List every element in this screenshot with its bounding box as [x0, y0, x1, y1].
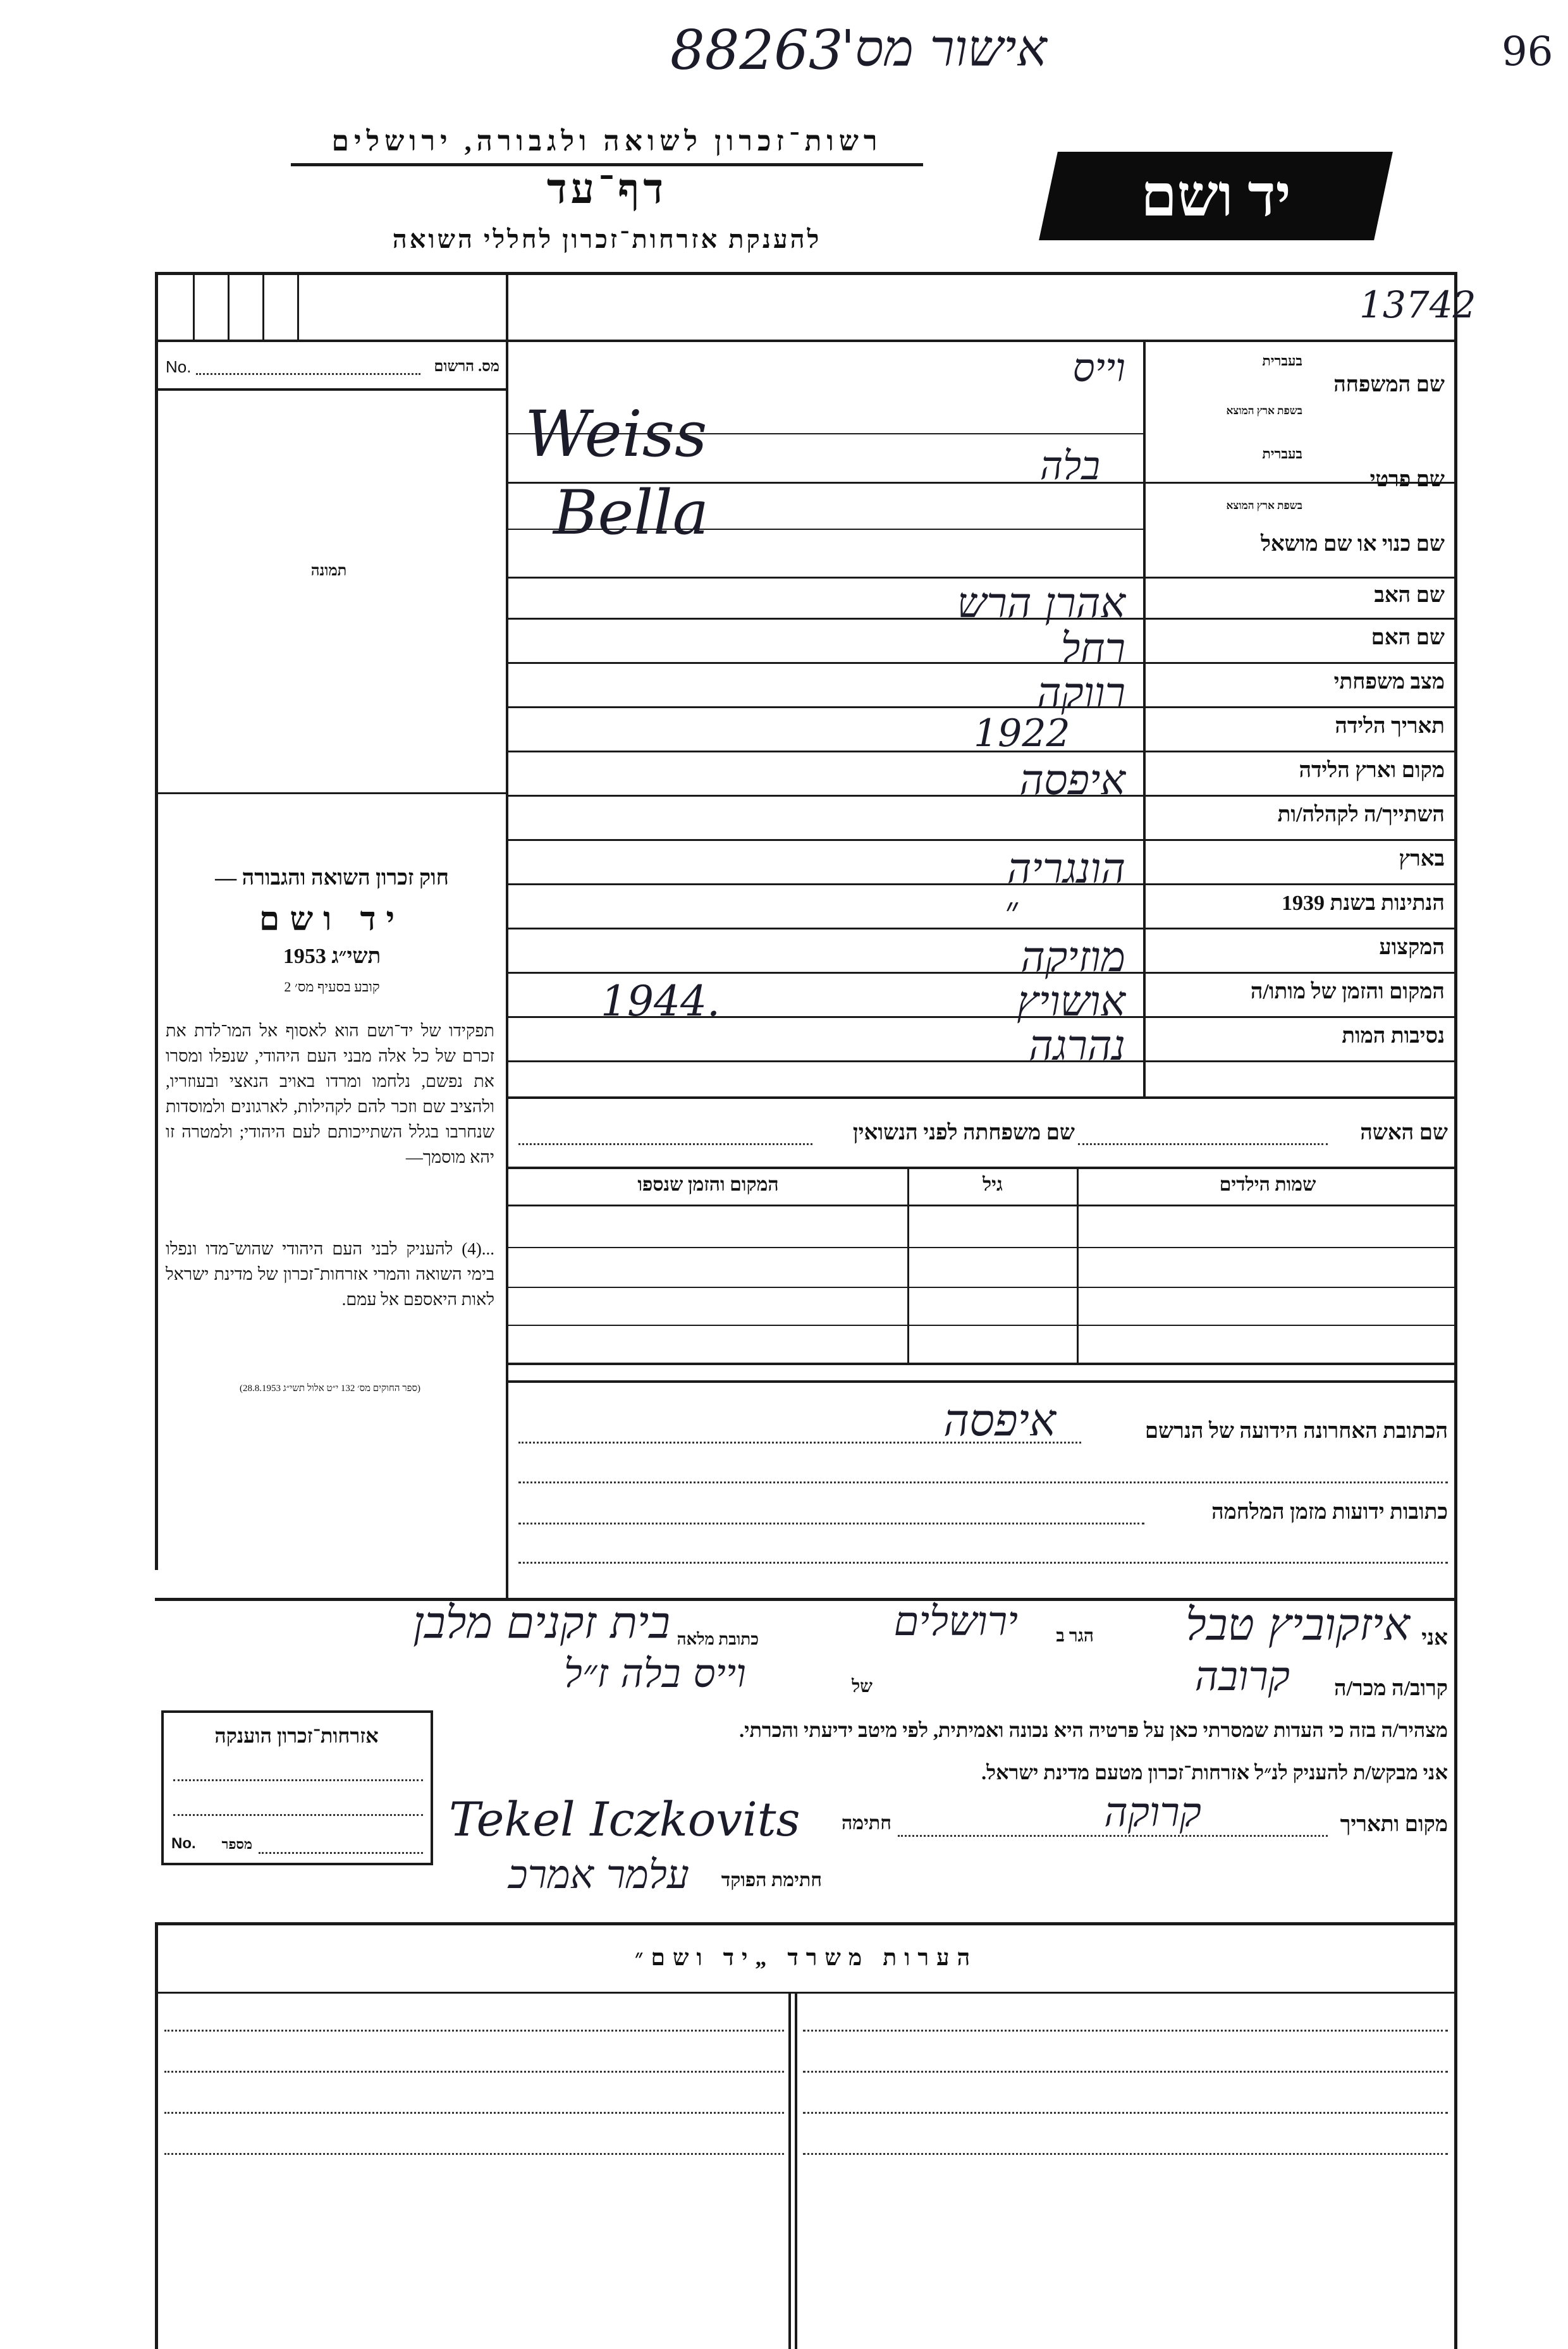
field-value-firstname-latin: Bella [553, 477, 709, 548]
notes-header-bottom [155, 1992, 1457, 1994]
children-col-1 [907, 1167, 909, 1363]
form-subtitle: להענקת אזרחות־זכרון לחללי השואה [392, 225, 822, 254]
cell-v4 [297, 272, 299, 340]
reg-no-dots [196, 373, 420, 375]
field-sub-hebrew: בעברית [1262, 446, 1302, 462]
war-address-dots [518, 1523, 1144, 1524]
last-address-label: הכתובת האחרונה הידועה של הנרשם [1144, 1420, 1448, 1443]
grant-dots-1 [173, 1779, 423, 1781]
frame-right [1454, 272, 1457, 2349]
left-col-divider [506, 272, 508, 1598]
row-sep [506, 1096, 1457, 1099]
notes-dots [803, 2153, 1448, 2155]
field-value-birthplace: איפסה [1019, 756, 1125, 804]
children-row-sep [506, 1287, 1457, 1288]
reg-no-line [155, 388, 508, 391]
grant-no-he: מספר [221, 1836, 252, 1852]
children-row-sep [506, 1247, 1457, 1248]
spouse-maiden-dots [518, 1143, 812, 1145]
spouse-row-bottom [506, 1167, 1457, 1169]
field-value-birthdate: 1922 [974, 711, 1070, 756]
grant-no-dots [259, 1852, 423, 1854]
field-label-birthdate: תאריך הלידה [1335, 715, 1445, 738]
law-text-1: תפקידו של יד־ושם הוא לאסוף אל המו־לדת את זכרם של כל אלה מבני העם היהודי, שנפלו ומסרו את נפשם, נלחמו ומרדו באויב הנאצי ובעוזריו, ולהציב שם וזכר להם לקהילות, לארגונים ולמוסדות שנחרבו בגלל השתייכותם לעם היהודי; ולמטרה זו יהא מוסמך— [166, 1021, 494, 1167]
field-label-nickname: שם כנוי או שם מושאל [1260, 532, 1445, 556]
children-table-bottom [506, 1363, 1457, 1365]
field-label-profession: המקצוע [1379, 936, 1445, 959]
field-label-country: בארץ [1399, 847, 1445, 871]
logo-text: יד ושם [1141, 164, 1291, 228]
field-value-citizenship: ״ [1005, 888, 1020, 933]
declarant-lives-in: הגר ב [1056, 1626, 1094, 1646]
header-row-bottom [155, 340, 1457, 342]
corner-number: 96 [1502, 28, 1553, 75]
place-date-value: קרוקה [1104, 1789, 1201, 1836]
children-header-bottom [506, 1205, 1457, 1206]
field-value-death-place: אושויץ [1017, 977, 1125, 1026]
top-number: 88263 [670, 19, 843, 82]
spouse-dots [1078, 1143, 1328, 1145]
signature-label: חתימה [842, 1813, 891, 1834]
law-title: חוק זכרון השואה והגבורה — [215, 866, 449, 890]
notes-divider-a [788, 1992, 791, 2349]
address-dots-2 [518, 1481, 1448, 1483]
grant-box [161, 1710, 433, 1865]
field-value-firstname-he: בלה [1039, 443, 1100, 489]
field-value-father: אהרן הרש [957, 579, 1125, 627]
field-label-citizenship: הנתינות בשנת 1939 [1281, 892, 1445, 915]
notes-left [155, 1922, 158, 2349]
notes-dots [803, 2030, 1448, 2032]
frame-top [155, 272, 1457, 275]
notes-dots [164, 2071, 784, 2073]
notes-divider-b [795, 1992, 797, 2349]
place-date-label: מקום ותאריך [1340, 1813, 1448, 1836]
top-label: אישור מס' [841, 19, 1047, 78]
notes-dots [164, 2030, 784, 2032]
signature: Tekel Iczkovits [449, 1793, 800, 1847]
last-address-value: איפסה [943, 1394, 1056, 1446]
grant-title: אזרחות־זכרון הוענקה [214, 1724, 379, 1747]
declarant-of-label: של [852, 1677, 873, 1696]
declaration-line-1: מצהיר/ה בזה כי העדות שמסרתי כאן על פרטיה היא נכונה ואמיתית, לפי מיטב ידיעתי והכרתי. [739, 1719, 1448, 1741]
field-sub-hebrew: בעברית [1262, 353, 1302, 369]
field-label-death-circumstances: נסיבות המות [1342, 1024, 1445, 1048]
photo-box-bottom [155, 792, 508, 794]
photo-label: תמונה [310, 563, 347, 579]
notes-dots [803, 2112, 1448, 2114]
field-value-profession: מוזיקה [1020, 933, 1125, 981]
grant-dots-2 [173, 1814, 423, 1816]
field-label-firstname: שם פרטי [1369, 468, 1445, 491]
field-sub-origin: בשפת ארץ המוצא [1226, 500, 1302, 512]
registry-number: 13742 [1359, 283, 1476, 326]
spouse-label: שם האשה [1360, 1121, 1448, 1144]
declaration-line-2: אני מבקש/ת להעניק לנ״ל אזרחות־זכרון מטעם מדינת ישראל. [981, 1761, 1448, 1784]
declarant-address-label: כתובת מלאה [677, 1630, 759, 1648]
form-title: דף־עד [546, 166, 668, 212]
field-value-marital: רווקה [1036, 668, 1125, 717]
declarant-relation: קרובה [1194, 1653, 1290, 1700]
field-label-birthplace: מקום וארץ הלידה [1299, 759, 1445, 782]
cell-v2 [228, 272, 230, 340]
frame-left [155, 272, 158, 1570]
cell-v3 [262, 272, 264, 340]
authority-line: רשות־זכרון לשואה ולגבורה, ירושלים [331, 126, 883, 157]
declarant-name: איזקוביץ טבל [1185, 1598, 1410, 1650]
cell-v1 [193, 272, 195, 340]
law-name: יד ושם [259, 902, 405, 938]
reg-no-en: No. [166, 357, 192, 376]
reg-no-he: מס. הרשום [434, 359, 499, 375]
field-value-surname-he: וייס [1072, 345, 1125, 391]
declarant-of-value: וייס בלה ז״ל [563, 1650, 746, 1696]
row-sep [506, 839, 1457, 841]
row-sep [506, 928, 1457, 929]
field-label-surname: שם המשפחה [1333, 373, 1445, 396]
children-header-place: המקום והזמן שנספו [637, 1174, 779, 1195]
officer-signature: עלמר אמרכ [508, 1851, 689, 1898]
war-address-label: כתובות ידועות מזמן המלחמה [1211, 1500, 1448, 1524]
grant-no-en: No. [171, 1835, 196, 1852]
declarant-relation-label: קרוב/ה מכר/ה [1334, 1677, 1448, 1700]
field-label-mother: שם האם [1371, 626, 1445, 649]
children-header-names: שמות הילדים [1219, 1174, 1316, 1195]
label-col-divider [1143, 340, 1146, 1097]
field-label-father: שם האב [1374, 584, 1445, 607]
law-clause: קובע בסעיף מס׳ 2 [284, 979, 380, 995]
yad-vashem-logo [1039, 152, 1393, 240]
declarant-address: בית זקנים מלבן [413, 1597, 670, 1648]
field-label-community: השתייך/ה לקהלה/ות [1277, 803, 1445, 826]
address-section-top [506, 1380, 1457, 1383]
field-label-marital: מצב משפחתי [1333, 670, 1445, 694]
address-dots-4 [518, 1562, 1448, 1564]
notes-top [155, 1922, 1457, 1925]
children-col-2 [1077, 1167, 1079, 1363]
spouse-maiden-label: שם משפחתה לפני הנשואין [852, 1121, 1075, 1144]
field-label-death-place: המקום והזמן של מותו/ה [1250, 980, 1445, 1003]
notes-dots [164, 2112, 784, 2114]
field-value-death-circumstances: נהרגה [1028, 1021, 1125, 1070]
office-notes-title: הערות משרד „יד ושם״ [634, 1945, 978, 1970]
law-year: תשי״ג 1953 [283, 945, 381, 968]
field-value-death-year: 1944. [601, 977, 720, 1026]
law-text-2: ...(4) להעניק לבני העם היהודי שהוש־מדו ונפלו בימי השואה והמרי אזרחות־זכרון של מדינת ישראל לאות היאספם אל עמם. [166, 1239, 494, 1309]
field-value-country: הונגריה [1007, 844, 1125, 893]
field-sub-origin: בשפת ארץ המוצא [1226, 405, 1302, 417]
children-row-sep [506, 1325, 1457, 1326]
law-source: (ספר החוקים מס׳ 132 י״ט אלול תשי״ג 28.8.1953) [240, 1383, 420, 1394]
notes-dots [803, 2071, 1448, 2073]
declarant-i-label: אני [1421, 1626, 1448, 1650]
notes-dots [164, 2153, 784, 2155]
children-header-age: גיל [983, 1174, 1003, 1195]
field-value-mother: רחל [1060, 624, 1125, 673]
declarant-city: ירושלים [893, 1598, 1018, 1645]
officer-label: חתימת הפוקד [721, 1870, 822, 1891]
field-value-surname-latin: Weiss [525, 397, 707, 471]
